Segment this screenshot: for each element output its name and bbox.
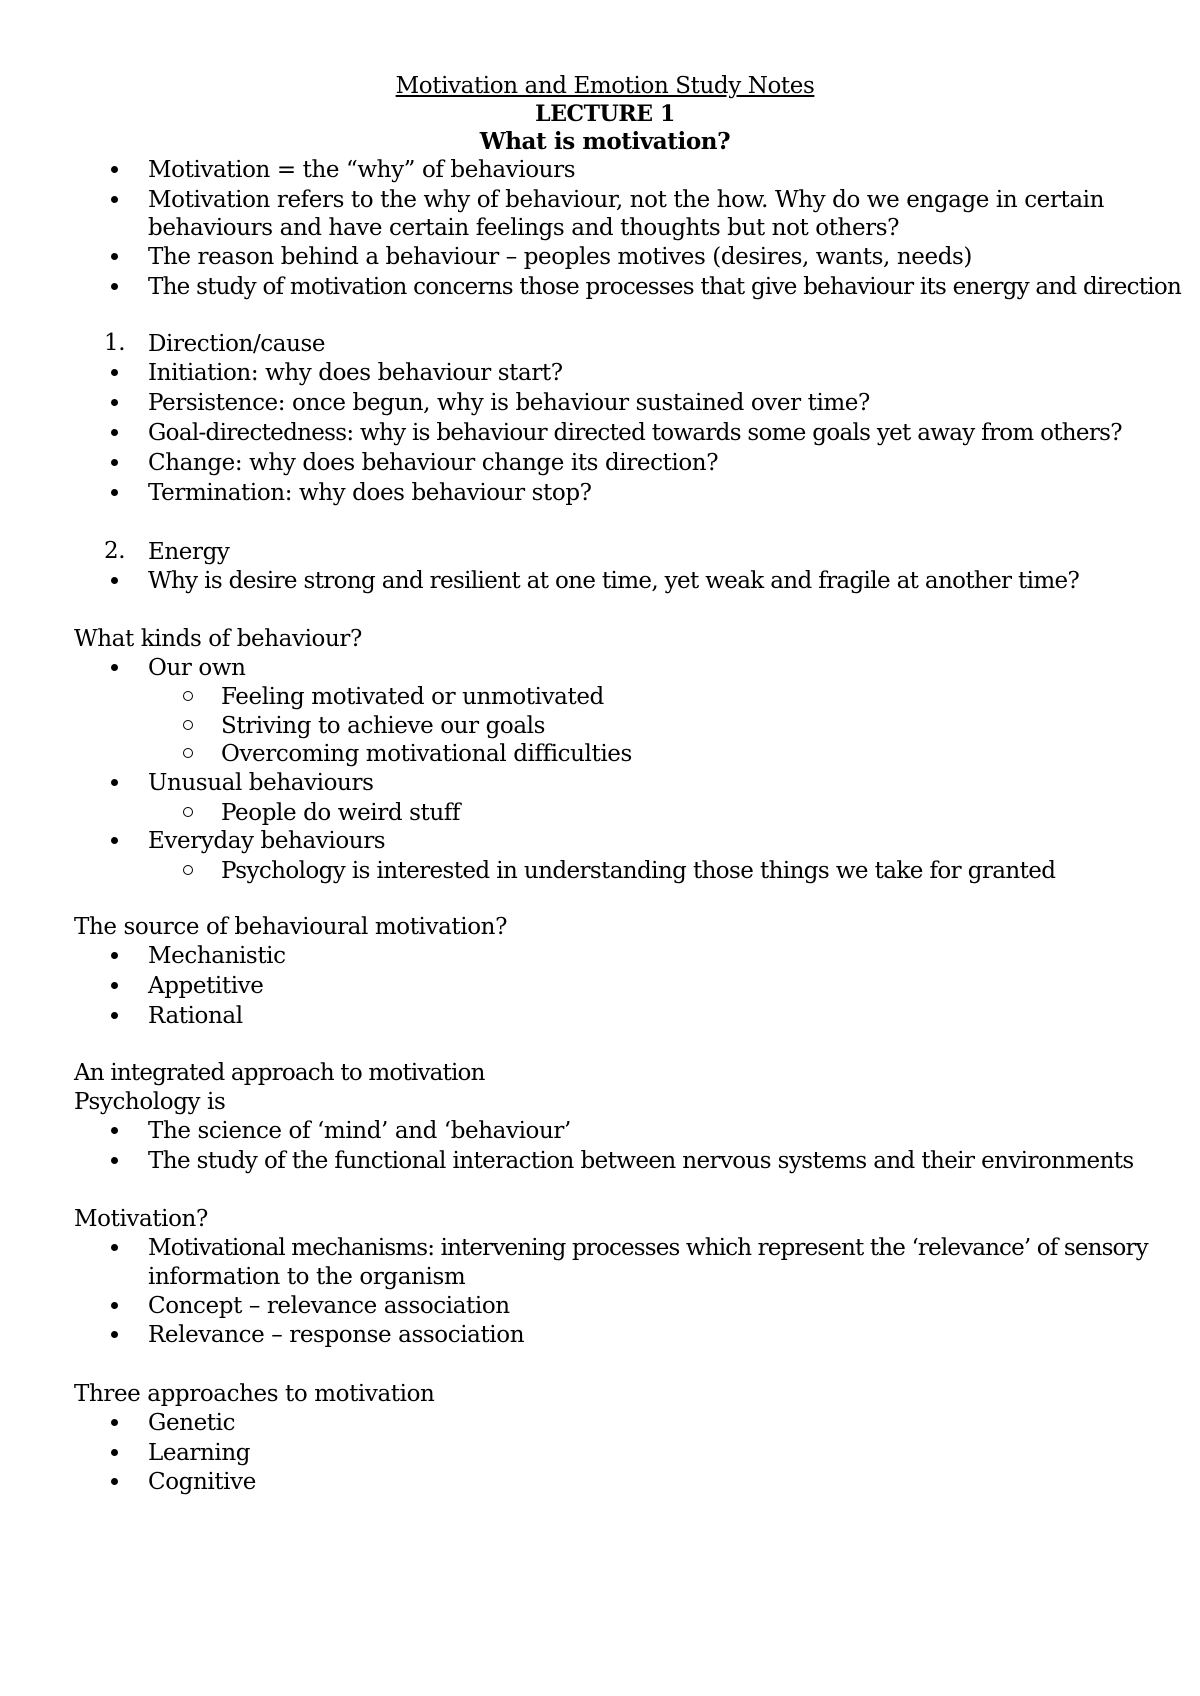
bullet-icon xyxy=(104,389,124,415)
list-item: Motivation = the “why” of behaviours xyxy=(148,157,576,183)
list-item: Genetic xyxy=(148,1410,236,1436)
sub-list-item: Psychology is interested in understanding those things we take for granted xyxy=(221,858,1056,884)
list-item: Learning xyxy=(148,1440,251,1466)
list-item: Termination: why does behaviour stop? xyxy=(148,480,592,506)
numbered-item: Energy xyxy=(148,539,230,565)
bullet-icon xyxy=(104,359,124,385)
list-item: Relevance – response association xyxy=(148,1322,525,1348)
list-item: Everyday behaviours xyxy=(148,828,386,854)
list-item: The study of motivation concerns those processes that give behaviour its energy and direction xyxy=(148,274,1182,300)
bullet-icon xyxy=(104,156,124,182)
sub-list-item: Overcoming motivational difficulties xyxy=(221,741,632,767)
sub-bullet-icon xyxy=(178,740,198,766)
list-item: Unusual behaviours xyxy=(148,770,374,796)
section-subheading: Psychology is xyxy=(74,1089,226,1115)
list-item-continuation: behaviours and have certain feelings and thoughts but not others? xyxy=(148,215,900,241)
bullet-icon xyxy=(104,1292,124,1318)
document-title: Motivation and Emotion Study Notes xyxy=(395,73,815,99)
list-item: Motivation refers to the why of behaviour, not the how. Why do we engage in certain xyxy=(148,187,1105,213)
list-item: Initiation: why does behaviour start? xyxy=(148,360,563,386)
bullet-icon xyxy=(104,449,124,475)
bullet-icon xyxy=(104,1117,124,1143)
list-item: Mechanistic xyxy=(148,943,286,969)
sub-bullet-icon xyxy=(178,712,198,738)
lecture-label: LECTURE 1 xyxy=(535,101,675,127)
list-item-continuation: information to the organism xyxy=(148,1264,466,1290)
sub-bullet-icon xyxy=(178,683,198,709)
bullet-icon xyxy=(104,654,124,680)
list-item: Goal-directedness: why is behaviour directed towards some goals yet away from others? xyxy=(148,420,1122,446)
bullet-icon xyxy=(104,273,124,299)
bullet-icon xyxy=(104,1409,124,1435)
section-heading: Three approaches to motivation xyxy=(74,1381,435,1407)
bullet-icon xyxy=(104,186,124,212)
list-item: Why is desire strong and resilient at one time, yet weak and fragile at another time? xyxy=(148,568,1080,594)
list-item: The reason behind a behaviour – peoples motives (desires, wants, needs) xyxy=(148,244,973,270)
sub-list-item: Feeling motivated or unmotivated xyxy=(221,684,604,710)
bullet-icon xyxy=(104,1147,124,1173)
bullet-icon xyxy=(104,769,124,795)
list-item: Change: why does behaviour change its direction? xyxy=(148,450,719,476)
section-heading: Motivation? xyxy=(74,1206,208,1232)
list-item: Appetitive xyxy=(148,973,264,999)
bullet-icon xyxy=(104,243,124,269)
list-item: Rational xyxy=(148,1003,243,1029)
bullet-icon xyxy=(104,1002,124,1028)
section-heading: What kinds of behaviour? xyxy=(74,626,362,652)
bullet-icon xyxy=(104,1439,124,1465)
section-heading: The source of behavioural motivation? xyxy=(74,914,508,940)
bullet-icon xyxy=(104,479,124,505)
list-item: The study of the functional interaction between nervous systems and their environments xyxy=(148,1148,1134,1174)
list-item: Motivational mechanisms: intervening processes which represent the ‘relevance’ of sensory xyxy=(148,1235,1148,1261)
bullet-icon xyxy=(104,972,124,998)
bullet-icon xyxy=(104,1468,124,1494)
list-number: 2. xyxy=(104,538,126,564)
list-number: 1. xyxy=(104,330,126,356)
bullet-icon xyxy=(104,567,124,593)
bullet-icon xyxy=(104,827,124,853)
bullet-icon xyxy=(104,942,124,968)
sub-bullet-icon xyxy=(178,857,198,883)
list-item: Concept – relevance association xyxy=(148,1293,510,1319)
bullet-icon xyxy=(104,1321,124,1347)
list-item: The science of ‘mind’ and ‘behaviour’ xyxy=(148,1118,571,1144)
sub-bullet-icon xyxy=(178,799,198,825)
bullet-icon xyxy=(104,419,124,445)
sub-list-item: People do weird stuff xyxy=(221,800,460,826)
sub-list-item: Striving to achieve our goals xyxy=(221,713,546,739)
list-item: Persistence: once begun, why is behaviour sustained over time? xyxy=(148,390,870,416)
section-heading: An integrated approach to motivation xyxy=(74,1060,485,1086)
list-item: Cognitive xyxy=(148,1469,256,1495)
section-title: What is motivation? xyxy=(479,128,731,155)
bullet-icon xyxy=(104,1234,124,1260)
list-item: Our own xyxy=(148,655,246,681)
numbered-item: Direction/cause xyxy=(148,331,326,357)
